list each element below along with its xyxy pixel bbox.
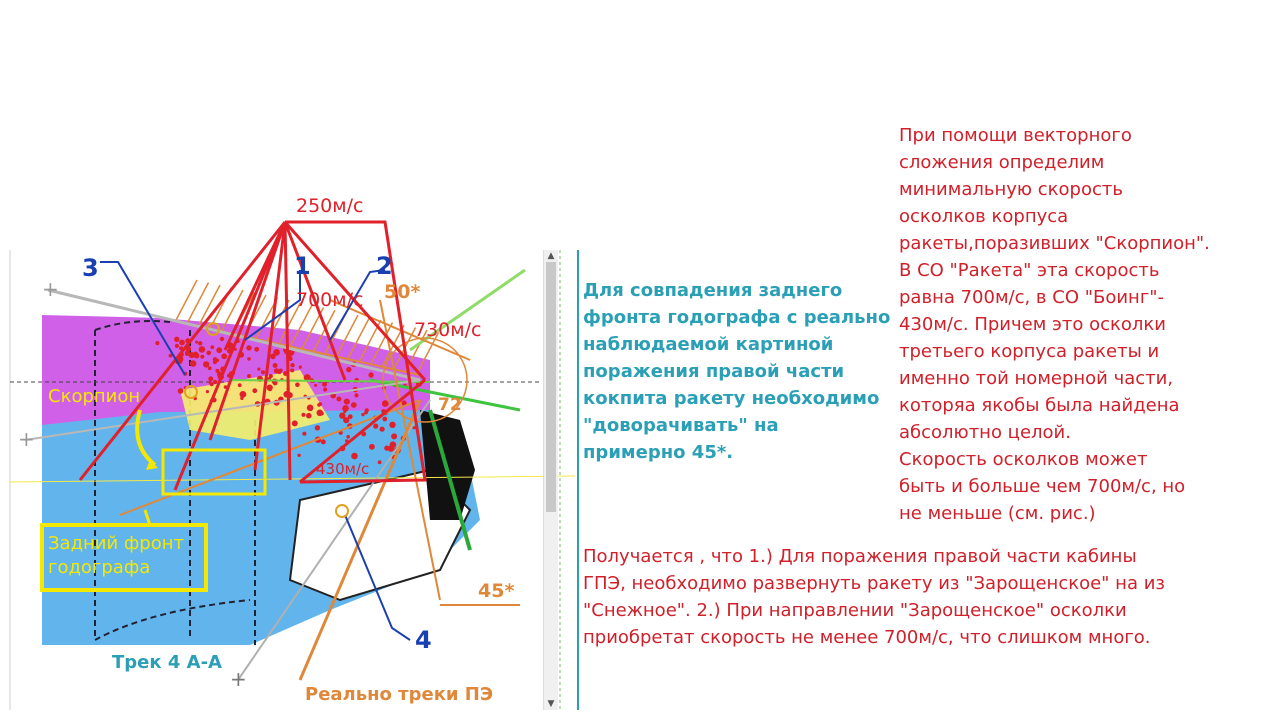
damage-dot xyxy=(257,368,260,371)
damage-dot xyxy=(254,347,259,352)
label-real-tracks: Реально треки ПЭ xyxy=(305,684,494,705)
hatch-line xyxy=(175,280,197,322)
damage-dot xyxy=(279,369,283,373)
bottom-text-line: "Снежное". 2.) При направлении "Зарощенское" осколки xyxy=(583,600,1127,621)
middle-text-line: фронта годографа с реально xyxy=(583,307,891,328)
damage-dot xyxy=(343,410,346,413)
right-text-line: минимальную скорость xyxy=(899,179,1123,200)
damage-dot xyxy=(269,374,273,378)
middle-text-line: примерно 45*. xyxy=(583,442,734,463)
damage-dot xyxy=(216,347,222,353)
damage-dot xyxy=(384,446,389,451)
damage-dot xyxy=(369,444,375,450)
cross-marker-3: + xyxy=(230,667,247,691)
label-speed-250: 250м/с xyxy=(296,195,364,217)
right-text-line: При помощи векторного xyxy=(899,125,1132,146)
damage-dot xyxy=(290,368,294,372)
right-text-line: равна 700м/с, в СО "Боинг"- xyxy=(899,287,1165,308)
damage-dot xyxy=(175,344,179,348)
right-text-line: именно той номерной части, xyxy=(899,368,1174,389)
middle-explanation xyxy=(583,277,890,466)
scroll-up-icon[interactable]: ▲ xyxy=(547,251,555,261)
damage-dot xyxy=(267,385,273,391)
damage-dot xyxy=(246,345,251,350)
damage-dot xyxy=(306,413,312,419)
damage-dot xyxy=(203,361,209,367)
damage-dot xyxy=(322,382,327,387)
label-angle-72: 72 xyxy=(438,395,462,415)
damage-dot xyxy=(343,417,349,423)
middle-text-line: наблюдаемой картиной xyxy=(583,334,834,355)
label-speed-730: 730м/с xyxy=(414,319,482,341)
damage-dot xyxy=(185,351,190,356)
label-rear-front: Задний фронт годографа xyxy=(48,533,184,578)
damage-dot xyxy=(213,380,217,384)
right-text-line: Скорость осколков может xyxy=(899,449,1148,470)
damage-dot xyxy=(321,439,326,444)
cross-marker-2: + xyxy=(18,427,35,451)
damage-dot xyxy=(380,427,385,432)
right-text-line: осколков корпуса xyxy=(899,206,1069,227)
damage-dot xyxy=(238,383,242,387)
right-text-line: абсолютно целой. xyxy=(899,422,1071,443)
damage-dot xyxy=(361,413,364,416)
damage-dot xyxy=(247,374,251,378)
damage-dot xyxy=(210,345,214,349)
bottom-text-line: приобретат скорость не менее 700м/с, что слишком много. xyxy=(583,627,1151,648)
damage-dot xyxy=(389,422,395,428)
label-angle-45: 45* xyxy=(478,580,515,602)
middle-text-line: Для совпадения заднего xyxy=(583,280,843,301)
right-text-line: 430м/с. Причем это осколки xyxy=(899,314,1166,335)
damage-dot xyxy=(199,346,206,353)
damage-dot xyxy=(368,372,373,377)
damage-dot xyxy=(210,382,214,386)
marker-3-label: 3 xyxy=(82,254,99,282)
damage-dot xyxy=(240,397,243,400)
image-scrollbar[interactable] xyxy=(543,250,558,710)
damage-dot xyxy=(252,388,257,393)
damage-dot xyxy=(179,340,185,346)
right-text-line: котоpяа якобы была найдена xyxy=(899,395,1180,416)
damage-dot xyxy=(273,363,278,368)
damage-dot xyxy=(190,360,197,367)
damage-dot xyxy=(220,337,224,341)
label-angle-50: 50* xyxy=(384,281,421,303)
damage-dot xyxy=(346,435,350,439)
label-speed-700: 700м/с xyxy=(296,289,364,311)
hatch-line xyxy=(187,283,209,325)
damage-dot xyxy=(319,402,323,406)
marker-2-label: 2 xyxy=(376,252,393,280)
damage-dot xyxy=(290,363,294,367)
scroll-thumb[interactable] xyxy=(546,262,556,512)
right-text-line: быть и больше чем 700м/с, но xyxy=(899,476,1186,497)
right-text-line: В СО "Ракета" эта скорость xyxy=(899,260,1160,281)
damage-dot xyxy=(194,353,200,359)
right-text-line: сложения определим xyxy=(899,152,1105,173)
damage-dot xyxy=(274,368,279,373)
damage-dot xyxy=(297,454,300,457)
damage-dot xyxy=(208,366,212,370)
damage-dot xyxy=(382,400,389,407)
damage-dot xyxy=(228,345,231,348)
damage-dot xyxy=(373,424,378,429)
damage-dot xyxy=(240,391,247,398)
damage-dot xyxy=(315,425,320,430)
label-scorpion: Скорпион xyxy=(48,386,141,407)
damage-dot xyxy=(382,417,387,422)
damage-dot xyxy=(314,384,317,387)
damage-dot xyxy=(261,370,265,374)
middle-text-line: поражения правой части xyxy=(583,361,845,382)
damage-dot xyxy=(206,390,209,393)
damage-dot xyxy=(200,355,204,359)
damage-dot xyxy=(391,433,397,439)
damage-dot xyxy=(344,399,350,405)
damage-dot xyxy=(354,393,358,397)
middle-text-line: "доворачивать" на xyxy=(583,415,779,436)
scroll-down-icon[interactable]: ▼ xyxy=(547,699,555,709)
damage-dot xyxy=(178,388,184,394)
damage-dot xyxy=(155,341,159,345)
damage-dot xyxy=(365,408,369,412)
damage-dot xyxy=(301,413,305,417)
right-text-line: ракеты,поразивших "Скорпион". xyxy=(899,233,1210,254)
damage-dot xyxy=(221,353,227,359)
damage-dot xyxy=(302,432,306,436)
right-text-line: не меньше (см. рис.) xyxy=(899,503,1096,524)
damage-dot xyxy=(198,341,202,345)
damage-dot xyxy=(378,460,382,464)
damage-dot xyxy=(323,387,327,391)
right-explanation xyxy=(899,122,1210,527)
bottom-text-line: Получается , что 1.) Для поражения правой части кабины xyxy=(583,546,1137,567)
damage-dot xyxy=(292,420,298,426)
bottom-conclusion xyxy=(583,543,1165,651)
label-speed-430: 430м/с xyxy=(316,460,370,478)
right-text-line: третьего корпуса ракеты и xyxy=(899,341,1160,362)
damage-dot xyxy=(320,412,324,416)
damage-dot xyxy=(215,369,219,373)
damage-dot xyxy=(195,341,198,344)
bottom-text-line: ГПЭ, необходимо развернуть ракету из "Зарощенское" на из xyxy=(583,573,1165,594)
marker-1-label: 1 xyxy=(294,252,311,280)
damage-dot xyxy=(336,397,341,402)
marker-4-label: 4 xyxy=(415,626,432,654)
damage-dot xyxy=(346,367,351,372)
damage-dot xyxy=(351,453,358,460)
damage-dot xyxy=(351,402,357,408)
cross-marker-1: + xyxy=(42,277,59,301)
damage-dot xyxy=(299,366,302,369)
damage-dot xyxy=(309,407,313,411)
middle-text-line: кокпита ракету необходимо xyxy=(583,388,880,409)
damage-dot xyxy=(216,359,219,362)
damage-dot xyxy=(295,383,300,388)
label-track: Трек 4 А-А xyxy=(112,652,222,673)
damage-dot xyxy=(208,376,213,381)
damage-dot xyxy=(206,351,211,356)
damage-dot xyxy=(247,357,251,361)
damage-dot xyxy=(174,337,179,342)
damage-dot xyxy=(270,354,276,360)
